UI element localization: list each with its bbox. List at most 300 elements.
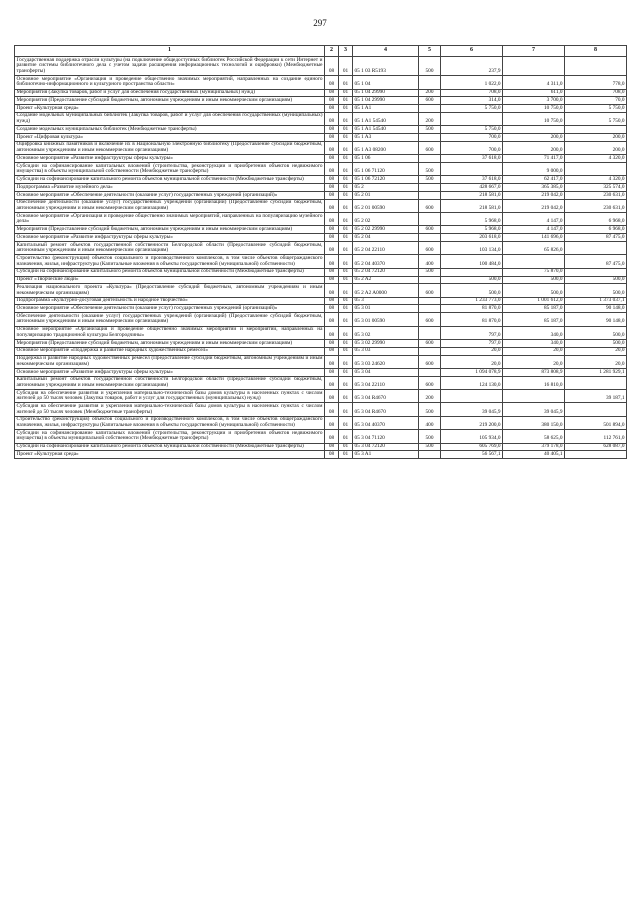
table-row xyxy=(15,76,627,89)
amount-year-1-cell: 37 618,0 xyxy=(441,155,503,163)
amount-year-2-cell: 379 178,0 xyxy=(503,443,565,451)
target-code-cell: 05 1 A3 xyxy=(353,134,419,142)
amount-year-3-cell: 500,0 xyxy=(565,276,627,284)
amount-year-2-cell: 40 405,1 xyxy=(503,451,565,459)
amount-year-3-cell: 628 087,0 xyxy=(565,443,627,451)
amount-year-3-cell: 5 750,0 xyxy=(565,112,627,125)
chapter-cell: 08 xyxy=(325,176,339,184)
amount-year-3-cell: 5 750,0 xyxy=(565,105,627,113)
chapter-cell: 08 xyxy=(325,89,339,97)
table-row xyxy=(15,226,627,234)
expense-type-cell: 200 xyxy=(419,89,441,97)
amount-year-2-cell xyxy=(503,255,565,268)
table-row xyxy=(15,326,627,339)
section-cell: 01 xyxy=(339,416,353,429)
section-cell: 01 xyxy=(339,390,353,403)
item-name-cell: Основное мероприятие «Развитие инфраструктуры сферы культуры» xyxy=(15,155,325,163)
expense-type-cell xyxy=(419,276,441,284)
chapter-cell: 08 xyxy=(325,97,339,105)
section-cell: 01 xyxy=(339,76,353,89)
amount-year-1-cell: 5 750,0 xyxy=(441,105,503,113)
table-row xyxy=(15,443,627,451)
item-name-cell: Подпрограмма «Культурно-досуговая деятельность и народное творчество» xyxy=(15,297,325,305)
target-code-cell: 05 2 01 00590 xyxy=(353,199,419,212)
target-code-cell: 05 3 02 xyxy=(353,326,419,339)
expense-type-cell: 600 xyxy=(419,226,441,234)
item-name-cell: Капитальный ремонт объектов государственной собственности Белгородской области (Предоставление субсидий бюджетным, автономным учреждениям и иным некоммерческим организациям) xyxy=(16,241,323,254)
table-row xyxy=(15,430,627,443)
table-header-row xyxy=(15,46,627,57)
amount-year-3-cell: 112 761,0 xyxy=(565,430,627,443)
amount-year-2-cell: 340,0 xyxy=(503,340,565,348)
section-cell: 01 xyxy=(339,155,353,163)
amount-year-3-cell: 230 631,0 xyxy=(565,199,627,212)
amount-year-1-cell: 700,0 xyxy=(441,134,503,142)
amount-year-1-cell: 39 045,9 xyxy=(441,403,503,416)
item-name-cell: Основное мероприятие «Поддержка и развитие народных художественных ремесел» xyxy=(15,347,325,355)
amount-year-2-cell: 10 750,0 xyxy=(503,105,565,113)
amount-year-2-cell: 1 001 612,0 xyxy=(503,297,565,305)
section-cell: 01 xyxy=(339,347,353,355)
expense-type-cell: 600 xyxy=(419,97,441,105)
amount-year-2-cell: 20,0 xyxy=(503,355,565,368)
item-name-cell: Проект «Культурная среда» xyxy=(15,451,325,459)
item-name-cell: Субсидии на софинансирование капитальных вложений (строительства, реконструкции и приобретения объектов недвижимого имущества) в объекты муниципальной собственности (Межбюджетные трансферты) xyxy=(16,429,323,442)
amount-year-3-cell xyxy=(565,162,627,175)
amount-year-2-cell: 16 810,0 xyxy=(503,376,565,389)
amount-year-1-cell: 5 968,0 xyxy=(441,226,503,234)
amount-year-2-cell xyxy=(503,126,565,134)
amount-year-1-cell: 124 130,0 xyxy=(441,376,503,389)
item-name-cell: Обеспечение деятельности (оказание услуг) государственных учреждений (организаций) (Предоставление субсидий бюджетным, автономным учреждениям и иным некоммерческим организациям) xyxy=(16,312,323,325)
amount-year-2-cell: 39 045,9 xyxy=(503,403,565,416)
chapter-cell: 08 xyxy=(325,213,339,226)
expense-type-cell: 500 xyxy=(419,176,441,184)
table-row xyxy=(15,242,627,255)
target-code-cell: 05 2 A2 xyxy=(353,276,419,284)
amount-year-2-cell: 65 826,0 xyxy=(503,242,565,255)
target-code-cell: 05 1 06 xyxy=(353,155,419,163)
target-code-cell: 05 2 04 72120 xyxy=(353,268,419,276)
table-row xyxy=(15,89,627,97)
amount-year-2-cell: 85 187,0 xyxy=(503,313,565,326)
chapter-cell: 08 xyxy=(325,297,339,305)
header-cell: 5 xyxy=(419,46,441,57)
amount-year-2-cell: 380 150,0 xyxy=(503,416,565,429)
item-name-cell: Основное мероприятие «Организация и проведение общественно значимых мероприятий и мероприятий, направленных на популяризацию традиционной культуры Белгородчины» xyxy=(16,326,323,338)
amount-year-3-cell: 6 968,0 xyxy=(565,226,627,234)
target-code-cell: 05 3 04 71120 xyxy=(353,430,419,443)
chapter-cell: 08 xyxy=(325,76,339,89)
amount-year-1-cell: 797,0 xyxy=(441,326,503,339)
amount-year-3-cell xyxy=(565,126,627,134)
section-cell: 01 xyxy=(339,297,353,305)
amount-year-3-cell: 87 475,0 xyxy=(565,234,627,242)
amount-year-2-cell: 873 808,9 xyxy=(503,368,565,376)
amount-year-2-cell: 4 311,0 xyxy=(503,76,565,89)
target-code-cell: 05 3 04 R4670 xyxy=(353,403,419,416)
section-cell: 01 xyxy=(339,368,353,376)
item-name-cell: Основное мероприятие «Организация и проведение общественно значимых мероприятий, направленных на популяризацию музейного дела» xyxy=(16,212,323,225)
target-code-cell: 05 3 02 29990 xyxy=(353,340,419,348)
target-code-cell: 05 2 04 22110 xyxy=(353,242,419,255)
amount-year-1-cell: 105 934,0 xyxy=(441,430,503,443)
item-name-cell: Государственная поддержка отрасли культуры (на подключение общедоступных библиотек Российской Федерации к сети Интернет и развитие системы библиотечного дела с учетом задачи расширения информационных технологий и оцифровки) (Межбюджетные трансферты) xyxy=(16,56,323,74)
chapter-cell: 08 xyxy=(325,340,339,348)
target-code-cell: 05 2 02 xyxy=(353,213,419,226)
expense-type-cell xyxy=(419,191,441,199)
table-row xyxy=(15,184,627,192)
table-row xyxy=(15,376,627,389)
chapter-cell: 08 xyxy=(325,355,339,368)
amount-year-1-cell: 20,0 xyxy=(441,355,503,368)
table-row xyxy=(15,57,627,76)
expense-type-cell xyxy=(419,451,441,459)
amount-year-1-cell: 428 667,0 xyxy=(441,184,503,192)
chapter-cell: 08 xyxy=(325,403,339,416)
table-row xyxy=(15,191,627,199)
table-row xyxy=(15,112,627,125)
target-code-cell: 05 2 02 29990 xyxy=(353,226,419,234)
expense-type-cell: 600 xyxy=(419,242,441,255)
table-row xyxy=(15,347,627,355)
amount-year-1-cell: 500,0 xyxy=(441,276,503,284)
item-name-cell: Проект «Творческие люди» xyxy=(15,276,325,284)
amount-year-3-cell: 200,0 xyxy=(565,141,627,154)
amount-year-3-cell xyxy=(565,57,627,76)
item-name-cell: Подпрограмма «Развитие музейного дела» xyxy=(15,184,325,192)
amount-year-3-cell: 6 968,0 xyxy=(565,213,627,226)
table-row xyxy=(15,368,627,376)
section-cell: 01 xyxy=(339,126,353,134)
page-number: 297 xyxy=(313,18,327,28)
amount-year-1-cell: 605 769,0 xyxy=(441,443,503,451)
chapter-cell: 08 xyxy=(325,155,339,163)
target-code-cell: 05 1 A1 54540 xyxy=(353,126,419,134)
item-name-cell: Субсидии на софинансирование капитального ремонта объектов муниципальной собственности (Межбюджетные трансферты) xyxy=(15,176,325,184)
table-row xyxy=(15,176,627,184)
item-name-cell: Реализация национального проекта «Культура» (Предоставление субсидий бюджетным, автономным учреждениям и иным некоммерческим организациям) xyxy=(16,283,323,296)
chapter-cell: 08 xyxy=(325,199,339,212)
amount-year-1-cell: 218 581,0 xyxy=(441,191,503,199)
expense-type-cell: 400 xyxy=(419,416,441,429)
item-name-cell: Обеспечение деятельности (оказание услуг) государственных учреждений (организаций) (Предоставление субсидий бюджетным, автономным учреждениям и иным некоммерческим организациям) xyxy=(16,199,323,211)
target-code-cell: 05 2 04 xyxy=(353,234,419,242)
amount-year-2-cell: 4 147,0 xyxy=(503,213,565,226)
item-name-cell: Субсидии на софинансирование капитального ремонта объектов муниципальной собственности (Межбюджетные трансферты) xyxy=(15,268,325,276)
section-cell: 01 xyxy=(339,430,353,443)
section-cell: 01 xyxy=(339,326,353,339)
table-row xyxy=(15,390,627,403)
item-name-cell: Мероприятия (Предоставление субсидий бюджетным, автономным учреждениям и иным некоммерческим организациям) xyxy=(15,226,325,234)
chapter-cell: 08 xyxy=(325,226,339,234)
expense-type-cell xyxy=(419,305,441,313)
target-code-cell: 05 2 xyxy=(353,184,419,192)
chapter-cell: 08 xyxy=(325,141,339,154)
chapter-cell: 08 xyxy=(325,234,339,242)
item-name-cell: Субсидии на софинансирование капитального ремонта объектов муниципальной собственности (Межбюджетные трансферты) xyxy=(15,443,325,451)
table-row xyxy=(15,234,627,242)
target-code-cell: 05 3 03 24620 xyxy=(353,355,419,368)
target-code-cell: 05 1 04 29990 xyxy=(353,89,419,97)
amount-year-1-cell: 314,0 xyxy=(441,97,503,105)
chapter-cell: 08 xyxy=(325,347,339,355)
chapter-cell: 08 xyxy=(325,276,339,284)
expense-type-cell: 600 xyxy=(419,199,441,212)
amount-year-2-cell: 10 750,0 xyxy=(503,112,565,125)
section-cell: 01 xyxy=(339,141,353,154)
expense-type-cell: 600 xyxy=(419,355,441,368)
amount-year-1-cell: 1 022,0 xyxy=(441,76,503,89)
item-name-cell: Субсидия на обеспечение развития и укрепления материально-технической базы домов культуры в населенных пунктах с числом жителей до 50 тысяч человек (Межбюджетные трансферты) xyxy=(16,403,323,415)
amount-year-3-cell: 39 187,1 xyxy=(565,390,627,403)
amount-year-1-cell xyxy=(441,268,503,276)
section-cell: 01 xyxy=(339,57,353,76)
expense-type-cell xyxy=(419,105,441,113)
table-row xyxy=(15,162,627,175)
expense-type-cell: 500 xyxy=(419,430,441,443)
section-cell: 01 xyxy=(339,355,353,368)
section-cell: 01 xyxy=(339,443,353,451)
amount-year-3-cell: 87 475,0 xyxy=(565,255,627,268)
amount-year-2-cell: 500,0 xyxy=(503,276,565,284)
item-name-cell: Оцифровка книжных памятников и включение их в Национальную электронную библиотеку (Предоставление субсидий бюджетным, автономным учреждениям и иным некоммерческим организациям) xyxy=(16,141,323,153)
chapter-cell: 08 xyxy=(325,326,339,339)
amount-year-2-cell: 62 417,0 xyxy=(503,176,565,184)
amount-year-1-cell: 5 968,0 xyxy=(441,213,503,226)
amount-year-2-cell: 4 147,0 xyxy=(503,226,565,234)
amount-year-3-cell: 778,0 xyxy=(565,76,627,89)
table-row xyxy=(15,105,627,113)
expense-type-cell xyxy=(419,184,441,192)
table-row xyxy=(15,141,627,154)
amount-year-2-cell: 9 000,0 xyxy=(503,162,565,175)
table-row xyxy=(15,255,627,268)
section-cell: 01 xyxy=(339,376,353,389)
amount-year-3-cell: 708,0 xyxy=(565,89,627,97)
expense-type-cell: 600 xyxy=(419,376,441,389)
target-code-cell: 05 3 04 72120 xyxy=(353,443,419,451)
table-row xyxy=(15,340,627,348)
item-name-cell: Создание модельных муниципальных библиотек (Межбюджетные трансферты) xyxy=(15,126,325,134)
amount-year-1-cell: 20,0 xyxy=(441,347,503,355)
chapter-cell: 08 xyxy=(325,376,339,389)
amount-year-2-cell: 500,0 xyxy=(503,284,565,297)
table-row xyxy=(15,97,627,105)
expense-type-cell: 500 xyxy=(419,443,441,451)
target-code-cell: 05 3 04 40370 xyxy=(353,416,419,429)
section-cell: 01 xyxy=(339,234,353,242)
expense-type-cell xyxy=(419,326,441,339)
amount-year-3-cell: 1 373 037,1 xyxy=(565,297,627,305)
amount-year-3-cell: 325 574,0 xyxy=(565,184,627,192)
expense-type-cell: 500 xyxy=(419,162,441,175)
chapter-cell: 08 xyxy=(325,184,339,192)
item-name-cell: Мероприятия (Предоставление субсидий бюджетным, автономным учреждениям и иным некоммерческим организациям) xyxy=(15,97,325,105)
section-cell: 01 xyxy=(339,403,353,416)
amount-year-3-cell: 70,0 xyxy=(565,97,627,105)
amount-year-2-cell: 85 187,0 xyxy=(503,305,565,313)
header-cell: 4 xyxy=(353,46,419,57)
amount-year-3-cell: 230 631,0 xyxy=(565,191,627,199)
chapter-cell: 08 xyxy=(325,242,339,255)
amount-year-3-cell: 20,0 xyxy=(565,355,627,368)
section-cell: 01 xyxy=(339,451,353,459)
expense-type-cell: 500 xyxy=(419,57,441,76)
chapter-cell: 08 xyxy=(325,57,339,76)
table-row xyxy=(15,134,627,142)
expense-type-cell xyxy=(419,134,441,142)
section-cell: 01 xyxy=(339,105,353,113)
section-cell: 01 xyxy=(339,255,353,268)
expense-type-cell: 500 xyxy=(419,126,441,134)
item-name-cell: Основное мероприятие «Организация и проведение общественно значимых мероприятий, направленных на создание единого библиотечно-информационного и культурного пространства области» xyxy=(16,75,323,88)
section-cell: 01 xyxy=(339,134,353,142)
amount-year-1-cell: 100 484,0 xyxy=(441,255,503,268)
amount-year-1-cell: 1 233 773,0 xyxy=(441,297,503,305)
chapter-cell: 08 xyxy=(325,451,339,459)
target-code-cell: 05 3 01 xyxy=(353,305,419,313)
amount-year-1-cell: 81 870,0 xyxy=(441,313,503,326)
amount-year-1-cell: 1 094 078,9 xyxy=(441,368,503,376)
amount-year-1-cell xyxy=(441,390,503,403)
amount-year-1-cell xyxy=(441,162,503,175)
section-cell: 01 xyxy=(339,213,353,226)
header-cell: 6 xyxy=(441,46,503,57)
table-row xyxy=(15,451,627,459)
item-name-cell: Субсидия на обеспечение развития и укрепления материально-технической базы домов культуры в населенных пунктах с числом жителей до 50 тысяч человек (Закупка товаров, работ и услуг для государственных (муниципальных) нужд) xyxy=(16,389,323,402)
amount-year-2-cell: 219 042,0 xyxy=(503,199,565,212)
table-row xyxy=(15,199,627,212)
item-name-cell: Проект «Культурная среда» xyxy=(15,105,325,113)
chapter-cell: 08 xyxy=(325,191,339,199)
amount-year-1-cell: 203 618,0 xyxy=(441,234,503,242)
item-name-cell: Основное мероприятие «Развитие инфраструктуры сферы культуры» xyxy=(15,234,325,242)
amount-year-3-cell: 20,0 xyxy=(565,347,627,355)
amount-year-2-cell: 141 696,0 xyxy=(503,234,565,242)
target-code-cell: 05 1 03 R5193 xyxy=(353,57,419,76)
target-code-cell: 05 3 xyxy=(353,297,419,305)
expense-type-cell xyxy=(419,155,441,163)
amount-year-2-cell: 365 385,0 xyxy=(503,184,565,192)
chapter-cell: 08 xyxy=(325,443,339,451)
amount-year-3-cell: 90 148,0 xyxy=(565,305,627,313)
target-code-cell: 05 1 04 29990 xyxy=(353,97,419,105)
amount-year-2-cell: 611,0 xyxy=(503,89,565,97)
amount-year-2-cell xyxy=(503,390,565,403)
section-cell: 01 xyxy=(339,276,353,284)
target-code-cell: 05 1 A1 xyxy=(353,105,419,113)
amount-year-3-cell: 500,0 xyxy=(565,284,627,297)
section-cell: 01 xyxy=(339,284,353,297)
item-name-cell: Субсидии на софинансирование капитальных вложений (строительства, реконструкции и приобретения объектов недвижимого имущества) в объекты муниципальной собственности (Межбюджетные трансферты) xyxy=(16,162,323,175)
target-code-cell: 05 3 04 22110 xyxy=(353,376,419,389)
amount-year-1-cell: 37 618,0 xyxy=(441,176,503,184)
expense-type-cell: 200 xyxy=(419,112,441,125)
item-name-cell: Строительство (реконструкция) объектов социального и производственного комплексов, в том числе объектов общегражданского назначения, жилья, инфраструктуры (Капитальные вложения в объекты государственной (муниципальной) собственности) xyxy=(16,416,323,429)
amount-year-2-cell: 20,0 xyxy=(503,347,565,355)
expense-type-cell xyxy=(419,213,441,226)
item-name-cell: Капитальный ремонт объектов государственной собственности Белгородской области (Предоставление субсидий бюджетным, автономным учреждениям и иным некоммерческим организациям) xyxy=(16,376,323,388)
target-code-cell: 05 3 03 xyxy=(353,347,419,355)
expense-type-cell: 400 xyxy=(419,255,441,268)
chapter-cell: 08 xyxy=(325,112,339,125)
chapter-cell: 08 xyxy=(325,430,339,443)
amount-year-1-cell: 708,0 xyxy=(441,89,503,97)
expense-type-cell xyxy=(419,76,441,89)
target-code-cell: 05 1 06 71120 xyxy=(353,162,419,175)
table-row xyxy=(15,276,627,284)
expense-type-cell: 600 xyxy=(419,141,441,154)
target-code-cell: 05 3 04 R4670 xyxy=(353,390,419,403)
header-cell: 3 xyxy=(339,46,353,57)
target-code-cell: 05 1 06 72120 xyxy=(353,176,419,184)
chapter-cell: 08 xyxy=(325,105,339,113)
amount-year-1-cell: 500,0 xyxy=(441,284,503,297)
amount-year-3-cell: 501 894,0 xyxy=(565,416,627,429)
budget-table xyxy=(14,45,627,459)
target-code-cell: 05 2 04 40370 xyxy=(353,255,419,268)
chapter-cell: 08 xyxy=(325,390,339,403)
table-row xyxy=(15,213,627,226)
amount-year-1-cell: 237,9 xyxy=(441,57,503,76)
section-cell: 01 xyxy=(339,340,353,348)
amount-year-1-cell: 56 567,1 xyxy=(441,451,503,459)
amount-year-1-cell: 700,0 xyxy=(441,141,503,154)
section-cell: 01 xyxy=(339,97,353,105)
amount-year-3-cell xyxy=(565,403,627,416)
section-cell: 01 xyxy=(339,89,353,97)
amount-year-1-cell: 219 200,0 xyxy=(441,416,503,429)
item-name-cell: Основное мероприятие «Развитие инфраструктуры сферы культуры» xyxy=(15,368,325,376)
expense-type-cell xyxy=(419,347,441,355)
amount-year-2-cell: 58 625,0 xyxy=(503,430,565,443)
table-row xyxy=(15,313,627,326)
section-cell: 01 xyxy=(339,176,353,184)
amount-year-2-cell: 219 042,0 xyxy=(503,191,565,199)
table-row xyxy=(15,355,627,368)
table-row xyxy=(15,416,627,429)
chapter-cell: 08 xyxy=(325,313,339,326)
table-row xyxy=(15,284,627,297)
expense-type-cell: 500 xyxy=(419,268,441,276)
amount-year-3-cell xyxy=(565,376,627,389)
section-cell: 01 xyxy=(339,199,353,212)
item-name-cell: Основное мероприятие «Обеспечение деятельности (оказание услуг) государственных учреждений (организаций)» xyxy=(15,305,325,313)
section-cell: 01 xyxy=(339,112,353,125)
target-code-cell: 05 1 A1 54540 xyxy=(353,112,419,125)
amount-year-3-cell: 500,0 xyxy=(565,326,627,339)
item-name-cell: Мероприятия (Закупка товаров, работ и услуг для обеспечения государственных (муниципальных) нужд) xyxy=(15,89,325,97)
expense-type-cell: 500 xyxy=(419,403,441,416)
expense-type-cell xyxy=(419,297,441,305)
amount-year-2-cell xyxy=(503,57,565,76)
amount-year-3-cell: 500,0 xyxy=(565,340,627,348)
header-cell: 8 xyxy=(565,46,627,57)
table-row xyxy=(15,297,627,305)
item-name-cell: Поддержка и развитие народных художественных ремесел (Предоставление субсидий бюджетным, автономным учреждениям и иным некоммерческим организациям) xyxy=(16,355,323,367)
amount-year-3-cell: 1 281 929,1 xyxy=(565,368,627,376)
section-cell: 01 xyxy=(339,268,353,276)
target-code-cell: 05 1 A3 08200 xyxy=(353,141,419,154)
expense-type-cell: 200 xyxy=(419,390,441,403)
amount-year-3-cell: 200,0 xyxy=(565,134,627,142)
chapter-cell: 08 xyxy=(325,268,339,276)
header-cell: 7 xyxy=(503,46,565,57)
chapter-cell: 08 xyxy=(325,368,339,376)
amount-year-2-cell: 3 700,0 xyxy=(503,97,565,105)
table-row xyxy=(15,305,627,313)
